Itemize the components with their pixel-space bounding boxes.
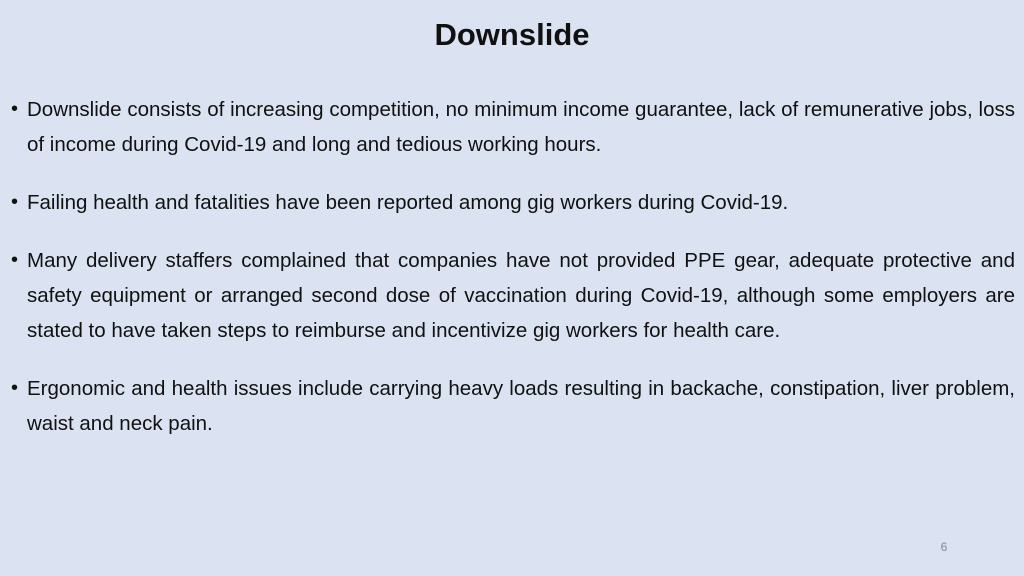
bullet-icon: • (11, 377, 19, 399)
bullet-item (11, 243, 1015, 348)
bullet-icon: • (11, 249, 19, 271)
bullet-item (11, 92, 1015, 162)
bullet-text: Many delivery staffers complained that companies have not provided PPE gear, adequate protective and safety equipment or arranged second dose of vaccination during Covid-19, although some employers are stated to have taken steps to reimburse and incentivize gig workers for health care. (27, 249, 1015, 342)
bullet-icon: • (11, 98, 19, 120)
page-number: 6 (940, 540, 948, 554)
slide-title: Downslide (434, 17, 590, 52)
bullet-item (11, 185, 1015, 220)
bullet-item (11, 371, 1015, 441)
bullet-text: Ergonomic and health issues include carrying heavy loads resulting in backache, constipation, liver problem, waist and neck pain. (27, 377, 1015, 435)
bullet-text: Failing health and fatalities have been reported among gig workers during Covid-19. (27, 191, 789, 214)
bullet-text: Downslide consists of increasing competition, no minimum income guarantee, lack of remunerative jobs, loss of income during Covid-19 and long and tedious working hours. (27, 98, 1015, 156)
bullet-icon: • (11, 191, 19, 213)
bullet-list (11, 92, 1015, 464)
